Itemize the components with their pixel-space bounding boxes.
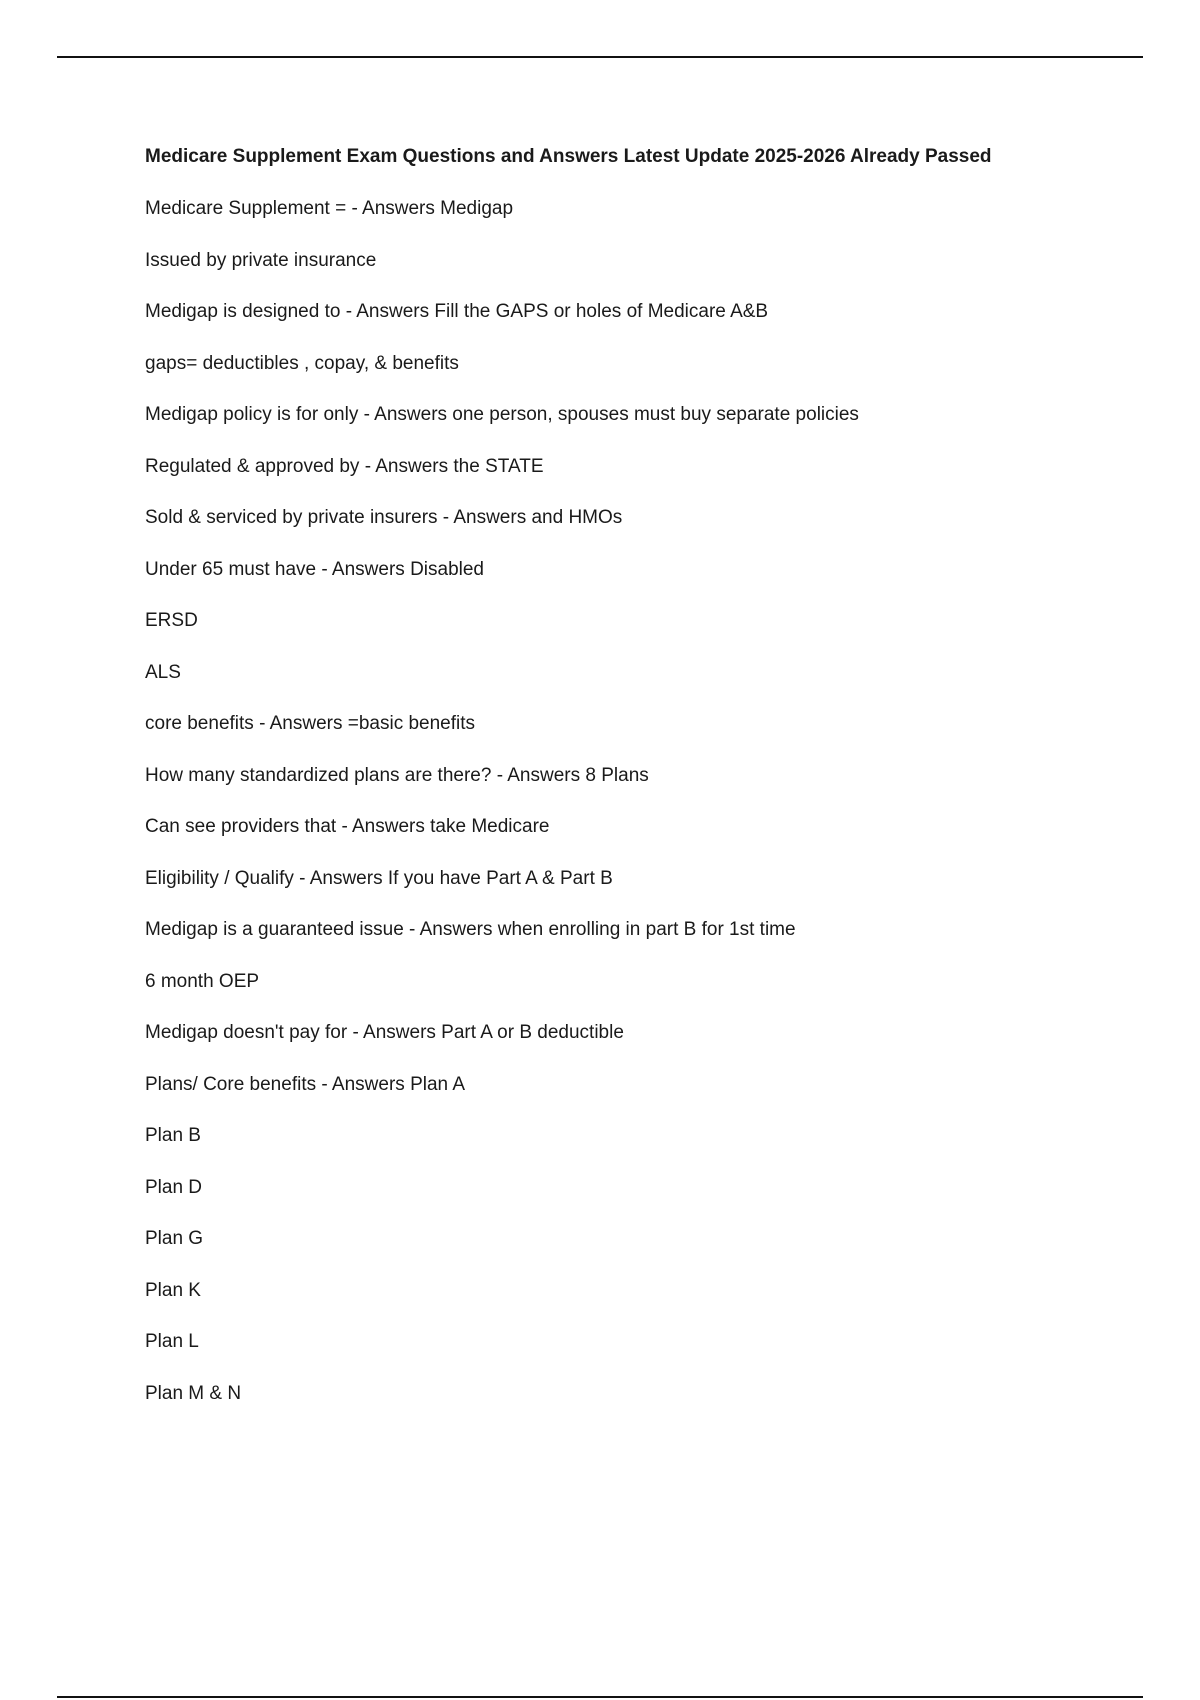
qa-line: Medigap doesn't pay for - Answers Part A or B deductible bbox=[145, 1022, 624, 1043]
qa-line: Plan K bbox=[145, 1279, 201, 1301]
document-body bbox=[145, 144, 1105, 1404]
qa-line: core benefits - Answers =basic benefits bbox=[145, 713, 476, 734]
document-title: Medicare Supplement Exam Questions and Answers Latest Update 2025-2026 Already Passed bbox=[145, 146, 992, 167]
qa-line: Medicare Supplement = - Answers Medigap bbox=[145, 198, 514, 219]
qa-line: How many standardized plans are there? - Answers 8 Plans bbox=[145, 764, 649, 786]
qa-line: gaps= deductibles , copay, & benefits bbox=[145, 352, 459, 374]
qa-line: Under 65 must have - Answers Disabled bbox=[145, 558, 484, 580]
qa-line: ALS bbox=[145, 661, 181, 683]
qa-line: ERSD bbox=[145, 610, 198, 631]
qa-line: Plan D bbox=[145, 1176, 203, 1198]
qa-line: Medigap policy is for only - Answers one person, spouses must buy separate policies bbox=[145, 404, 859, 425]
qa-line: Sold & serviced by private insurers - Answers and HMOs bbox=[145, 507, 623, 528]
qa-line: Medigap is designed to - Answers Fill the GAPS or holes of Medicare A&B bbox=[145, 301, 769, 322]
qa-line: Plans/ Core benefits - Answers Plan A bbox=[145, 1073, 465, 1095]
bottom-rule bbox=[57, 1696, 1143, 1698]
top-rule bbox=[57, 56, 1143, 58]
qa-line: Eligibility / Qualify - Answers If you have Part A & Part B bbox=[145, 867, 613, 889]
qa-line: Plan L bbox=[145, 1331, 199, 1352]
qa-line: Regulated & approved by - Answers the STATE bbox=[145, 455, 544, 477]
qa-line: Can see providers that - Answers take Medicare bbox=[145, 816, 550, 837]
qa-line: Medigap is a guaranteed issue - Answers when enrolling in part B for 1st time bbox=[145, 919, 796, 940]
qa-line: Plan M & N bbox=[145, 1382, 242, 1404]
qa-line: Plan G bbox=[145, 1228, 204, 1249]
qa-line: Issued by private insurance bbox=[145, 249, 377, 271]
qa-line: 6 month OEP bbox=[145, 970, 260, 992]
qa-line: Plan B bbox=[145, 1125, 201, 1146]
